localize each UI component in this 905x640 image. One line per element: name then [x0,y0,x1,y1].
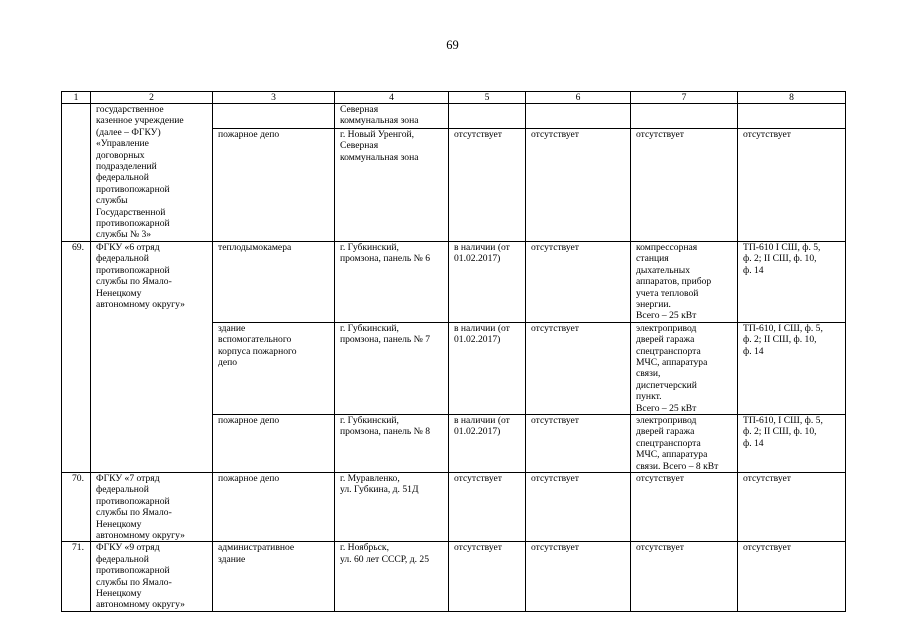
column-header: 1 [62,92,91,104]
table-row [62,241,846,322]
address-cell: г. Ноябрьск, ул. 60 лет СССР, д. 25 [335,542,449,612]
object-cell: теплодымокамера [213,241,335,322]
organization-cell: ФГКУ «9 отряд федеральной противопожарной службы по Ямало- Ненецкому автономному округу» [91,542,213,612]
column-header: 2 [91,92,213,104]
address-cell: г. Губкинский, промзона, панель № 6 [335,241,449,322]
column-number-row [62,92,846,104]
col6-cell: отсутствует [526,322,631,414]
table-body [62,92,846,612]
col8-cell: ТП-610, I СШ, ф. 5, ф. 2; II СШ, ф. 10, ф. 14 [738,322,846,414]
address-cell: г. Губкинский, промзона, панель № 7 [335,322,449,414]
col5-cell: в наличии (от 01.02.2017) [449,322,526,414]
col8-cell: отсутствует [738,473,846,542]
col6-cell: отсутствует [526,241,631,322]
row-number-cell: 69. [62,241,91,472]
col6-cell [526,104,631,129]
object-cell: пожарное депо [213,128,335,241]
table-row [62,473,846,542]
object-cell: здание вспомогательного корпуса пожарного депо [213,322,335,414]
col7-cell: отсутствует [631,473,738,542]
object-cell [213,104,335,129]
col5-cell: в наличии (от 01.02.2017) [449,241,526,322]
col7-cell: отсутствует [631,128,738,241]
col8-cell: отсутствует [738,128,846,241]
col5-cell [449,104,526,129]
col6-cell: отсутствует [526,542,631,612]
table-row [62,542,846,612]
col7-cell: электропривод дверей гаража спецтранспорта МЧС, аппаратура связи. Всего – 8 кВт [631,414,738,472]
organization-cell: ФГКУ «7 отряд федеральной противопожарной службы по Ямало- Ненецкому автономному округу» [91,473,213,542]
object-cell: пожарное депо [213,473,335,542]
organization-cell: ФГКУ «6 отряд федеральной противопожарной службы по Ямало- Ненецкому автономному округу» [91,241,213,472]
address-cell: Северная коммунальная зона [335,104,449,129]
column-header: 8 [738,92,846,104]
col7-cell: электропривод дверей гаража спецтранспорта МЧС, аппаратура связи, диспетчерский пункт. Всего – 25 кВт [631,322,738,414]
row-number-cell [62,104,91,242]
address-cell: г. Губкинский, промзона, панель № 8 [335,414,449,472]
col5-cell: отсутствует [449,128,526,241]
facilities-table [61,91,846,612]
col5-cell: отсутствует [449,473,526,542]
col6-cell: отсутствует [526,414,631,472]
page-number: 69 [446,38,459,52]
col6-cell: отсутствует [526,128,631,241]
object-cell: административное здание [213,542,335,612]
address-cell: г. Новый Уренгой, Северная коммунальная зона [335,128,449,241]
col5-cell: в наличии (от 01.02.2017) [449,414,526,472]
column-header: 6 [526,92,631,104]
col8-cell: ТП-610, I СШ, ф. 5, ф. 2; II СШ, ф. 10, ф. 14 [738,414,846,472]
col8-cell: отсутствует [738,542,846,612]
col7-cell [631,104,738,129]
column-header: 3 [213,92,335,104]
address-cell: г. Муравленко, ул. Губкина, д. 51Д [335,473,449,542]
col5-cell: отсутствует [449,542,526,612]
col7-cell: отсутствует [631,542,738,612]
row-number-cell: 71. [62,542,91,612]
col8-cell: ТП-610 I СШ, ф. 5, ф. 2; II СШ, ф. 10, ф. 14 [738,241,846,322]
column-header: 5 [449,92,526,104]
object-cell: пожарное депо [213,414,335,472]
table-row [62,104,846,129]
col6-cell: отсутствует [526,473,631,542]
col8-cell [738,104,846,129]
column-header: 4 [335,92,449,104]
organization-cell: государственное казенное учреждение (далее – ФГКУ) «Управление договорных подразделений федеральной противопожарной службы Государственной противопожарной службы № 3» [91,104,213,242]
column-header: 7 [631,92,738,104]
row-number-cell: 70. [62,473,91,542]
col7-cell: компрессорная станция дыхательных аппаратов, прибор учета тепловой энергии. Всего – 25 кВт [631,241,738,322]
